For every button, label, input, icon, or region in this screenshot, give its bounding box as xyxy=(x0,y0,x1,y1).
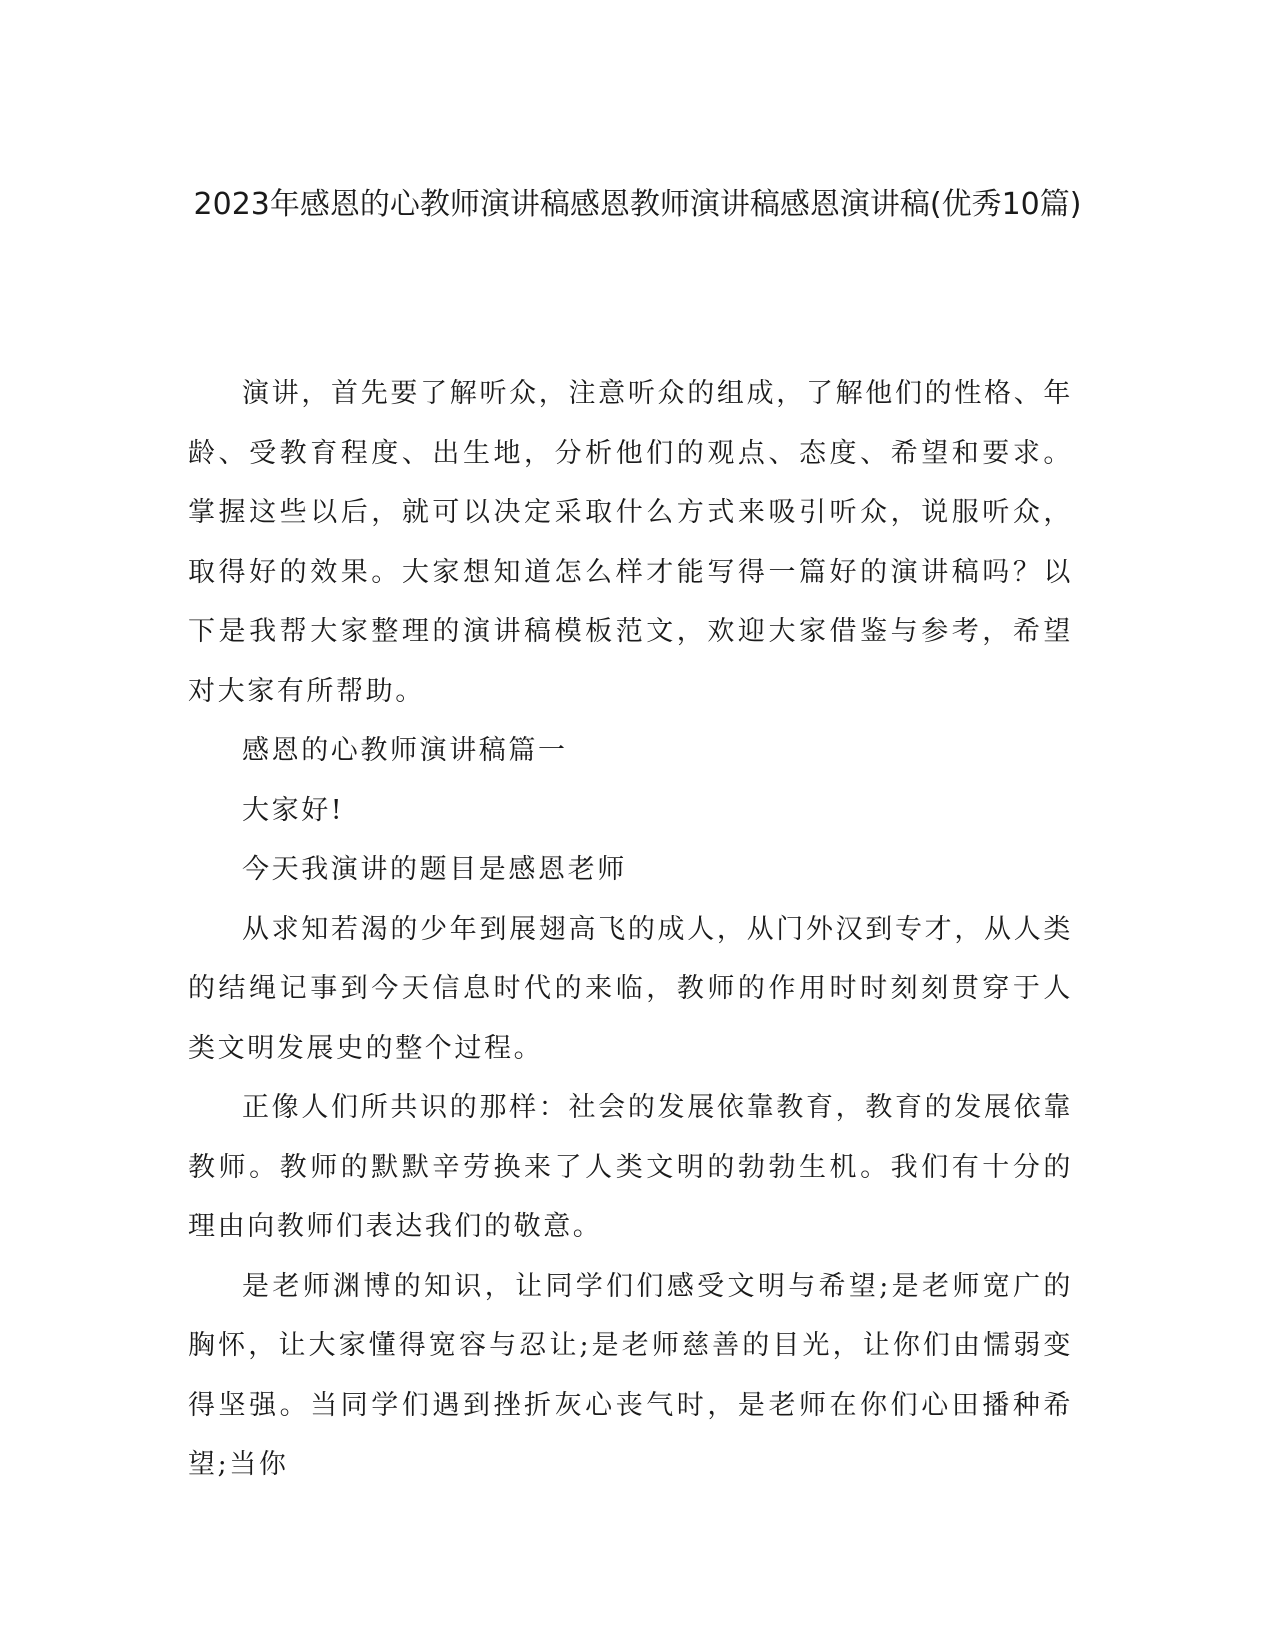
paragraph-greeting: 大家好! xyxy=(242,794,345,826)
paragraph-body: 是老师渊博的知识，让同学们们感受文明与希望;是老师宽广的胸怀，让大家懂得宽容与忍让;是老师慈善的目光，让你们由懦弱变得坚强。当同学们遇到挫折灰心丧气时，是老师在你们心田播种希望;当你 xyxy=(188,1270,1073,1480)
document-title: 2023年感恩的心教师演讲稿感恩教师演讲稿感恩演讲稿(优秀10篇) xyxy=(193,187,1082,222)
section-heading: 感恩的心教师演讲稿篇一 xyxy=(242,735,568,766)
paragraph-body: 从求知若渴的少年到展翅高飞的成人，从门外汉到专才，从人类的结绳记事到今天信息时代的来临，教师的作用时时刻刻贯穿于人类文明发展史的整个过程。 xyxy=(188,913,1073,1064)
paragraph-body: 正像人们所共识的那样：社会的发展依靠教育，教育的发展依靠教师。教师的默默辛劳换来了人类文明的勃勃生机。我们有十分的理由向教师们表达我们的敬意。 xyxy=(188,1092,1073,1242)
paragraph-topic: 今天我演讲的题目是感恩老师 xyxy=(242,854,627,885)
paragraph-intro: 演讲，首先要了解听众，注意听众的组成，了解他们的性格、年龄、受教育程度、出生地，分析他们的观点、态度、希望和要求。掌握这些以后，就可以决定采取什么方式来吸引听众，说服听众，取得好的效果。大家想知道怎么样才能写得一篇好的演讲稿吗？以下是我帮大家整理的演讲稿模板范文，欢迎大家借鉴与参考，希望对大家有所帮助。 xyxy=(188,378,1073,707)
document-body xyxy=(188,364,1073,1495)
